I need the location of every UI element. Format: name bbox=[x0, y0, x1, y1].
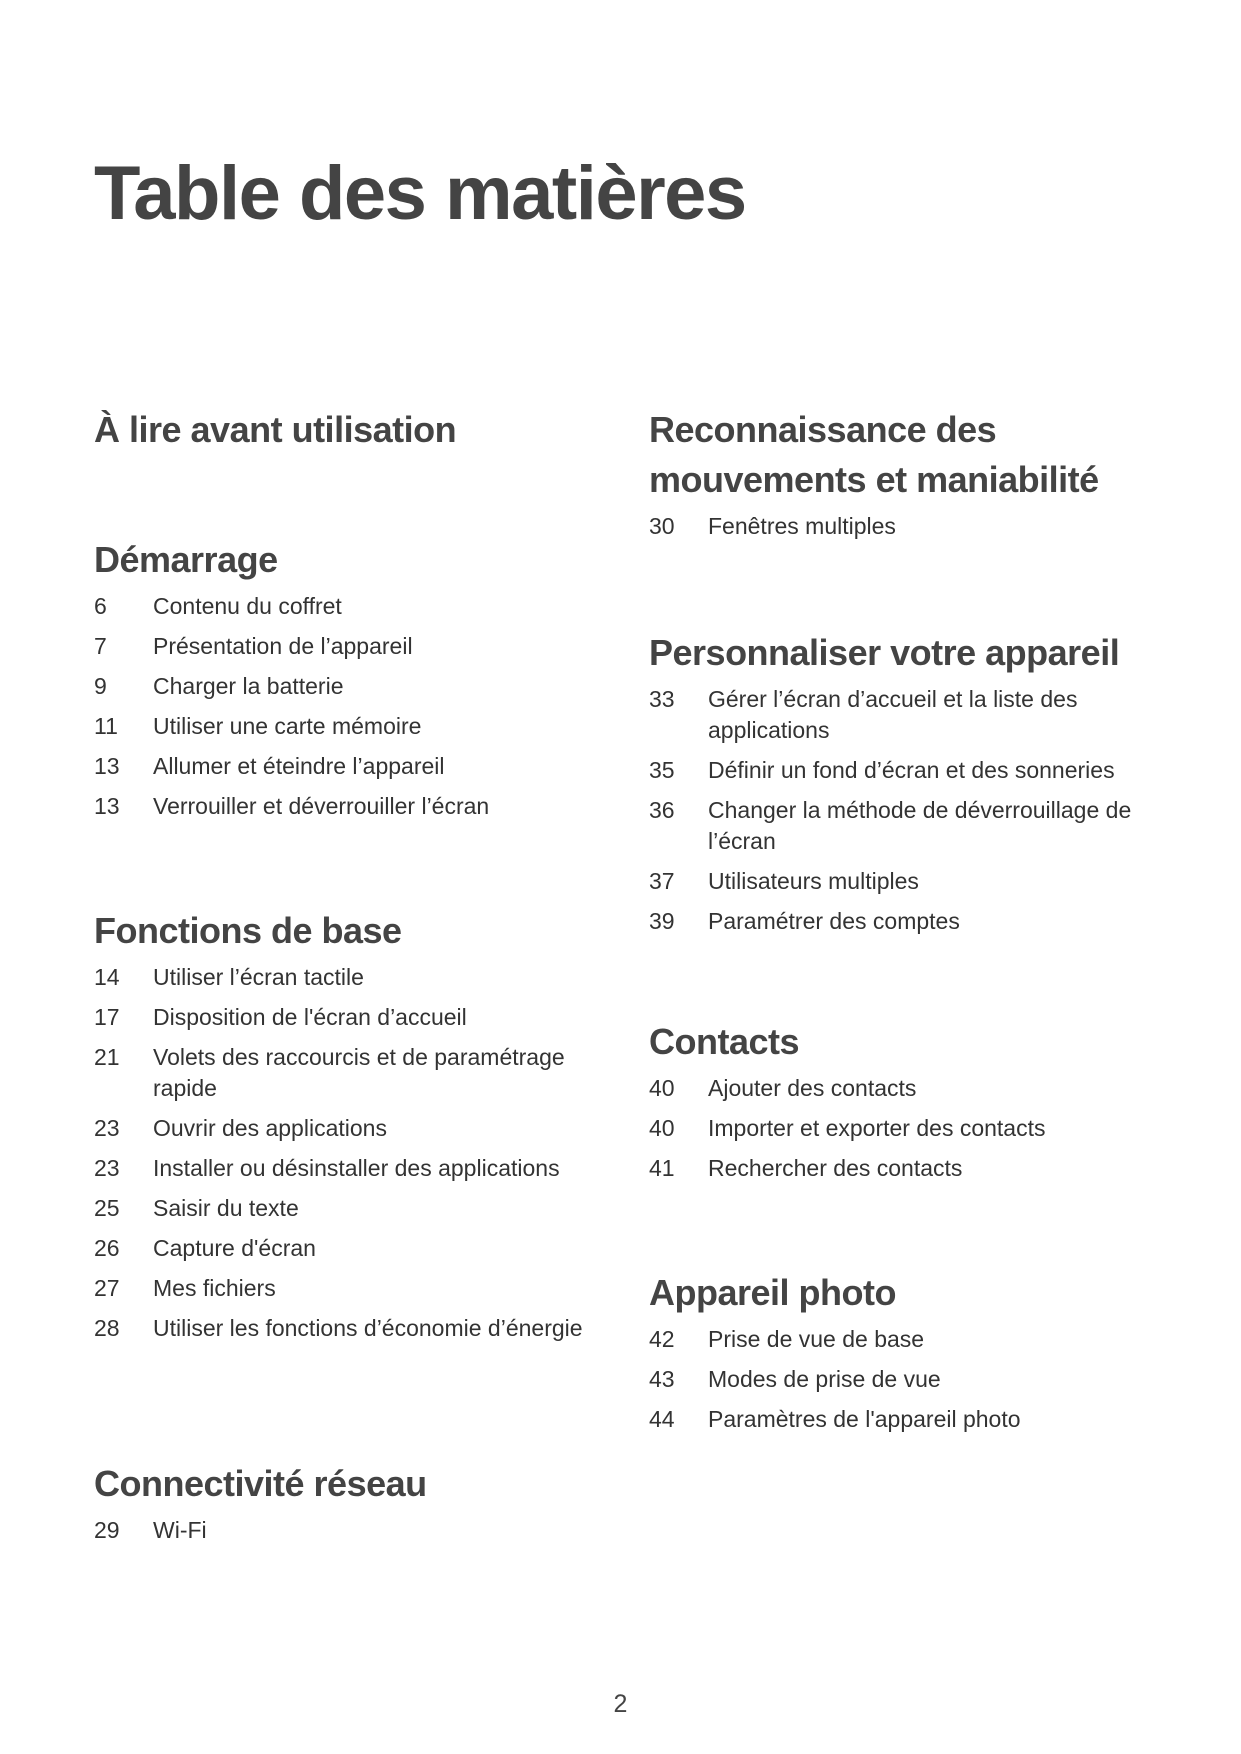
toc-entry-title: Wi-Fi bbox=[153, 1517, 207, 1543]
toc-section bbox=[94, 535, 594, 831]
toc-page-number: 26 bbox=[94, 1235, 120, 1261]
toc-entry[interactable] bbox=[94, 591, 594, 622]
toc-entry[interactable] bbox=[94, 1233, 594, 1264]
toc-entry-title: Saisir du texte bbox=[153, 1195, 299, 1221]
toc-entry-title: Capture d'écran bbox=[153, 1235, 316, 1261]
toc-page-number: 44 bbox=[649, 1406, 675, 1432]
toc-page-number: 6 bbox=[94, 593, 107, 619]
toc-page-number: 27 bbox=[94, 1275, 120, 1301]
toc-entry-title: Contenu du coffret bbox=[153, 593, 342, 619]
toc-entry-title: Fenêtres multiples bbox=[708, 513, 896, 539]
section-heading: Démarrage bbox=[94, 539, 278, 580]
section-heading: Appareil photo bbox=[649, 1272, 896, 1313]
toc-entry-title: Allumer et éteindre l’appareil bbox=[153, 753, 445, 779]
toc-entry-title: Charger la batterie bbox=[153, 673, 344, 699]
toc-entry-title: Définir un fond d’écran et des sonneries bbox=[708, 757, 1115, 783]
toc-entry[interactable] bbox=[94, 711, 594, 742]
toc-entry[interactable] bbox=[94, 1113, 594, 1144]
toc-entry[interactable] bbox=[94, 1313, 594, 1344]
toc-page-number: 40 bbox=[649, 1115, 675, 1141]
toc-page-number: 41 bbox=[649, 1155, 675, 1181]
toc-page-number: 25 bbox=[94, 1195, 120, 1221]
toc-entry[interactable] bbox=[649, 684, 1169, 746]
toc-entry-title: Présentation de l’appareil bbox=[153, 633, 413, 659]
section-heading: Contacts bbox=[649, 1021, 800, 1062]
section-heading: Reconnaissance des mouvements et maniabilité bbox=[649, 409, 1099, 500]
toc-page-number: 23 bbox=[94, 1155, 120, 1181]
toc-entry[interactable] bbox=[94, 671, 594, 702]
toc-section bbox=[94, 906, 594, 1353]
toc-page-number: 39 bbox=[649, 908, 675, 934]
toc-page-number: 23 bbox=[94, 1115, 120, 1141]
toc-section bbox=[649, 405, 1169, 551]
toc-page-number: 14 bbox=[94, 964, 120, 990]
toc-entry-title: Utiliser les fonctions d’économie d’énergie bbox=[153, 1315, 583, 1341]
toc-page-number: 40 bbox=[649, 1075, 675, 1101]
toc-entry[interactable] bbox=[94, 1193, 594, 1224]
toc-page-number: 13 bbox=[94, 753, 120, 779]
toc-entry[interactable] bbox=[649, 906, 1169, 937]
toc-section bbox=[649, 628, 1169, 946]
toc-section bbox=[94, 1459, 594, 1555]
toc-entry-title: Ajouter des contacts bbox=[708, 1075, 917, 1101]
toc-entry-title: Gérer l’écran d’accueil et la liste des applications bbox=[708, 686, 1078, 743]
toc-entry[interactable] bbox=[649, 1404, 1169, 1435]
page-number: 2 bbox=[613, 1690, 628, 1718]
section-heading: Fonctions de base bbox=[94, 910, 402, 951]
toc-entry-title: Rechercher des contacts bbox=[708, 1155, 963, 1181]
toc-entry[interactable] bbox=[94, 1515, 594, 1546]
toc-entry-title: Volets des raccourcis et de paramétrage rapide bbox=[153, 1044, 565, 1101]
toc-entry[interactable] bbox=[649, 1324, 1169, 1355]
toc-entry-title: Ouvrir des applications bbox=[153, 1115, 387, 1141]
toc-section bbox=[649, 1268, 1169, 1444]
toc-entry[interactable] bbox=[649, 1153, 1169, 1184]
toc-page-number: 17 bbox=[94, 1004, 120, 1030]
toc-entry[interactable] bbox=[649, 755, 1169, 786]
toc-page-number: 43 bbox=[649, 1366, 675, 1392]
toc-entry[interactable] bbox=[94, 751, 594, 782]
toc-entry-title: Utiliser l’écran tactile bbox=[153, 964, 364, 990]
toc-entry[interactable] bbox=[649, 1073, 1169, 1104]
toc-entry[interactable] bbox=[649, 795, 1169, 857]
toc-entry[interactable] bbox=[94, 1042, 594, 1104]
toc-entry[interactable] bbox=[94, 1002, 594, 1033]
toc-page-number: 28 bbox=[94, 1315, 120, 1341]
toc-entry[interactable] bbox=[94, 1273, 594, 1304]
toc-entry-title: Mes fichiers bbox=[153, 1275, 276, 1301]
toc-entry-title: Paramètres de l'appareil photo bbox=[708, 1406, 1021, 1432]
toc-entry-title: Changer la méthode de déverrouillage de l’écran bbox=[708, 797, 1132, 854]
toc-entry[interactable] bbox=[94, 631, 594, 662]
toc-page-number: 36 bbox=[649, 797, 675, 823]
section-heading: À lire avant utilisation bbox=[94, 409, 457, 450]
toc-entry-title: Utilisateurs multiples bbox=[708, 868, 919, 894]
toc-entry-title: Verrouiller et déverrouiller l’écran bbox=[153, 793, 490, 819]
toc-page-number: 35 bbox=[649, 757, 675, 783]
toc-entry-title: Modes de prise de vue bbox=[708, 1366, 941, 1392]
toc-entry-title: Utiliser une carte mémoire bbox=[153, 713, 422, 739]
toc-entry-title: Disposition de l'écran d’accueil bbox=[153, 1004, 467, 1030]
toc-entry[interactable] bbox=[94, 791, 594, 822]
toc-page-number: 37 bbox=[649, 868, 675, 894]
toc-page-number: 13 bbox=[94, 793, 120, 819]
toc-entry[interactable] bbox=[649, 866, 1169, 897]
section-heading: Personnaliser votre appareil bbox=[649, 632, 1120, 673]
toc-entry-title: Importer et exporter des contacts bbox=[708, 1115, 1046, 1141]
section-heading: Connectivité réseau bbox=[94, 1463, 427, 1504]
toc-entry-title: Installer ou désinstaller des applications bbox=[153, 1155, 560, 1181]
toc-entry-title: Paramétrer des comptes bbox=[708, 908, 960, 934]
toc-entry[interactable] bbox=[649, 1364, 1169, 1395]
toc-entry[interactable] bbox=[649, 511, 1169, 542]
toc-page-number: 42 bbox=[649, 1326, 675, 1352]
toc-entry[interactable] bbox=[649, 1113, 1169, 1144]
toc-section bbox=[94, 405, 594, 455]
toc-page-number: 30 bbox=[649, 513, 675, 539]
toc-page-number: 11 bbox=[94, 713, 118, 739]
toc-page-number: 29 bbox=[94, 1517, 120, 1543]
toc-section bbox=[649, 1017, 1169, 1193]
toc-entry[interactable] bbox=[94, 1153, 594, 1184]
toc-entry-title: Prise de vue de base bbox=[708, 1326, 925, 1352]
page-title: Table des matières bbox=[94, 151, 746, 236]
toc-page-number: 9 bbox=[94, 673, 107, 699]
toc-page-number: 33 bbox=[649, 686, 675, 712]
toc-page-number: 21 bbox=[94, 1044, 120, 1070]
toc-page-number: 7 bbox=[94, 633, 107, 659]
toc-entry[interactable] bbox=[94, 962, 594, 993]
